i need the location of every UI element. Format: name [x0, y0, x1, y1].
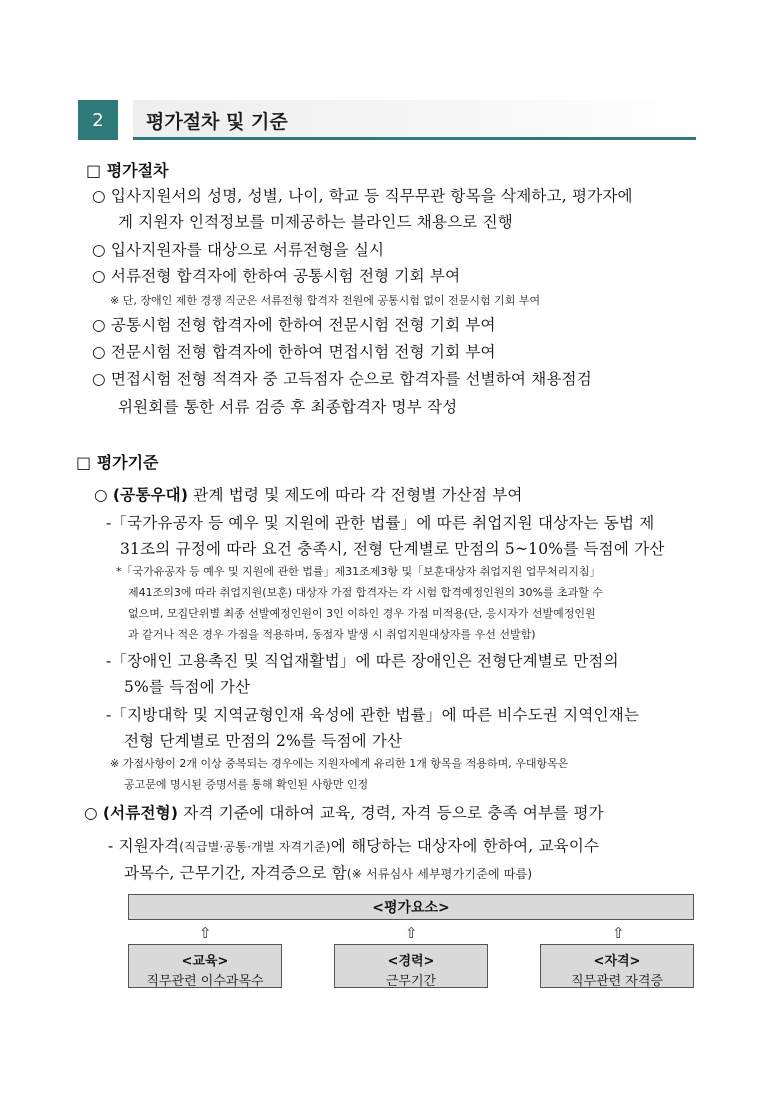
evaluation-elements-header: <평가요소>: [128, 894, 694, 920]
up-arrow-icon: ⇧: [405, 924, 418, 942]
procedure-item: ○ 면접시험 전형 적격자 중 고득점자 순으로 합격자를 선별하여 채용점검: [92, 370, 592, 388]
qualification-ref: (※ 서류심사 세부평가기준에 따름): [346, 867, 533, 881]
common-bonus-item: [94, 483, 523, 505]
procedure-heading: □ 평가절차: [86, 161, 169, 180]
up-arrow-icon: ⇧: [199, 924, 212, 942]
document-screening-label: (서류전형): [102, 804, 179, 822]
common-bonus-text: 관계 법령 및 제도에 따라 각 전형별 가산점 부여: [188, 486, 523, 504]
disabled-line: 5%를 득점에 가산: [124, 678, 251, 696]
document-screening-text: 자격 기준에 대하여 교육, 경력, 자격 등으로 충족 여부를 평가: [178, 804, 604, 822]
section-title-underline: [133, 137, 696, 140]
bullet: ○: [84, 804, 98, 822]
regional-line: -「지방대학 및 지역균형인재 육성에 관한 법률」에 따른 비수도권 지역인재는: [106, 706, 640, 724]
merit-line: 31조의 규정에 따라 요건 충족시, 전형 단계별로 만점의 5~10%를 득점에 가산: [120, 540, 665, 558]
career-title: <경력>: [387, 954, 435, 969]
certificate-desc: 직무관련 자격증: [570, 974, 664, 989]
document-sub-line: [124, 861, 532, 883]
document-screening-item: [84, 801, 604, 823]
merit-note-line: 없으며, 모집단위별 최종 선발예정인원이 3인 이하인 경우 가점 미적용(단, 응시자가 선발예정인원: [128, 607, 596, 620]
bullet: ○: [94, 486, 108, 504]
certificate-title: <자격>: [593, 954, 641, 969]
procedure-item: ○ 전문시험 전형 합격자에 한하여 면접시험 전형 기회 부여: [92, 343, 496, 361]
education-desc: 직무관련 이수과목수: [146, 974, 264, 989]
regional-line: 전형 단계별로 만점의 2%를 득점에 가산: [124, 732, 403, 750]
common-bonus-label: (공통우대): [112, 486, 189, 504]
qualification-items: 과목수, 근무기간, 자격증으로 함: [124, 864, 347, 882]
career-box: [334, 944, 488, 988]
qualification-text: 에 해당하는 대상자에 한하여, 교육이수: [330, 837, 600, 855]
section-title: 평가절차 및 기준: [146, 111, 288, 133]
education-box: [128, 944, 282, 988]
procedure-item: ○ 입사지원자를 대상으로 서류전형을 실시: [92, 241, 385, 259]
procedure-item: ○ 입사지원서의 성명, 성별, 나이, 학교 등 직무무관 항목을 삭제하고, 평가자에: [92, 187, 633, 205]
certificate-box: [540, 944, 694, 988]
merit-note-line: 제41조의3에 따라 취업지원(보훈) 대상자 가점 합격자는 각 시험 합격예정인원의 30%를 초과할 수: [128, 586, 604, 599]
section-number: 2: [92, 109, 104, 131]
duplicate-note-line: ※ 가점사항이 2개 이상 중복되는 경우에는 지원자에게 유리한 1개 항목을 적용하며, 우대항목은: [110, 757, 569, 770]
qualification-label: - 지원자격: [108, 837, 180, 855]
education-title: <교육>: [181, 954, 229, 969]
up-arrow-icon: ⇧: [612, 924, 625, 942]
criteria-heading: □ 평가기준: [76, 453, 159, 472]
duplicate-note-line: 공고문에 명시된 증명서를 통해 확인된 사항만 인정: [124, 778, 369, 791]
procedure-item: ○ 공통시험 전형 합격자에 한하여 전문시험 전형 기회 부여: [92, 316, 496, 334]
merit-note-line: 과 같거나 적은 경우 가점을 적용하며, 동점자 발생 시 취업지원대상자를 우선 선발함): [128, 628, 536, 641]
procedure-item: ○ 서류전형 합격자에 한하여 공통시험 전형 기회 부여: [92, 267, 461, 285]
procedure-item: 위원회를 통한 서류 검증 후 최종합격자 명부 작성: [118, 398, 458, 416]
career-desc: 근무기간: [385, 974, 437, 989]
merit-note-line: *「국가유공자 등 예우 및 지원에 관한 법률」제31조제3항 및「보훈대상자 취업지원 업무처리지침」: [116, 565, 601, 578]
procedure-note: ※ 단, 장애인 제한 경쟁 직군은 서류전형 합격자 전원에 공통시험 없이 전문시험 기회 부여: [110, 294, 541, 307]
section-number-badge: [78, 100, 118, 140]
qualification-standard: (직급별·공통·개별 자격기준): [179, 840, 331, 854]
document-sub-line: [108, 834, 599, 856]
disabled-line: -「장애인 고용촉진 및 직업재활법」에 따른 장애인은 전형단계별로 만점의: [106, 652, 619, 670]
merit-line: -「국가유공자 등 예우 및 지원에 관한 법률」에 따른 취업지원 대상자는 동법 제: [106, 514, 655, 532]
procedure-item: 게 지원자 인적정보를 미제공하는 블라인드 채용으로 진행: [118, 213, 513, 231]
